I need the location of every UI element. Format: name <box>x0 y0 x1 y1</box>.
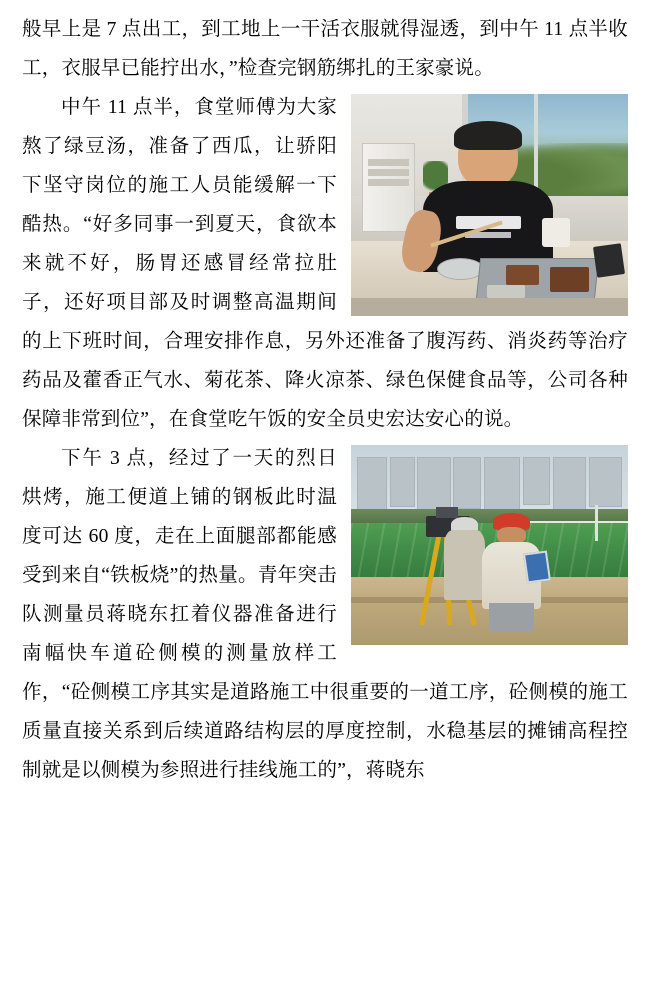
paragraph-3: 下午 3 点，经过了一天的烈日烘烤，施工便道上铺的钢板此时温度可达 60 度，走在上面腿部都能感受到来自“铁板烧”的热量。青年突击队测量员蒋晓东扛着仪器准备进行南幅快车道砼侧模的测量放样工作，“砼侧模工序其实是道路施工中很重要的一道工序，砼侧模的施工质量直接关系到后续道路结构层的厚度控制，水稳基层的摊铺高程控制就是以侧模为参照进行挂线施工的”，蒋晓东 <box>22 448 628 781</box>
paragraph-2: 中午 11 点半，食堂师傅为大家熬了绿豆汤，准备了西瓜，让骄阳下坚守岗位的施工人员能缓解一下酷热。“好多同事一到夏天，食欲本来就不好，肠胃还感冒经常拉肚子，还好项目部及时调整高温期间的上下班时间，合理安排作息，另外还准备了腹泻药、消炎药等治疗药品及藿香正气水、菊花茶、降火凉茶、绿色保健食品等，公司各种保障非常到位”，在食堂吃午饭的安全员史宏达安心的说。 <box>22 97 628 430</box>
survey-photo <box>351 445 628 645</box>
paragraph-1: 般早上是 7 点出工，到工地上一干活衣服就得湿透，到中午 11 点半收工，衣服早已能拧出水，”检查完钢筋绑扎的王家豪说。 <box>22 19 628 79</box>
figure-survey <box>351 445 628 645</box>
canteen-photo <box>351 94 628 316</box>
figure-canteen <box>351 94 628 316</box>
